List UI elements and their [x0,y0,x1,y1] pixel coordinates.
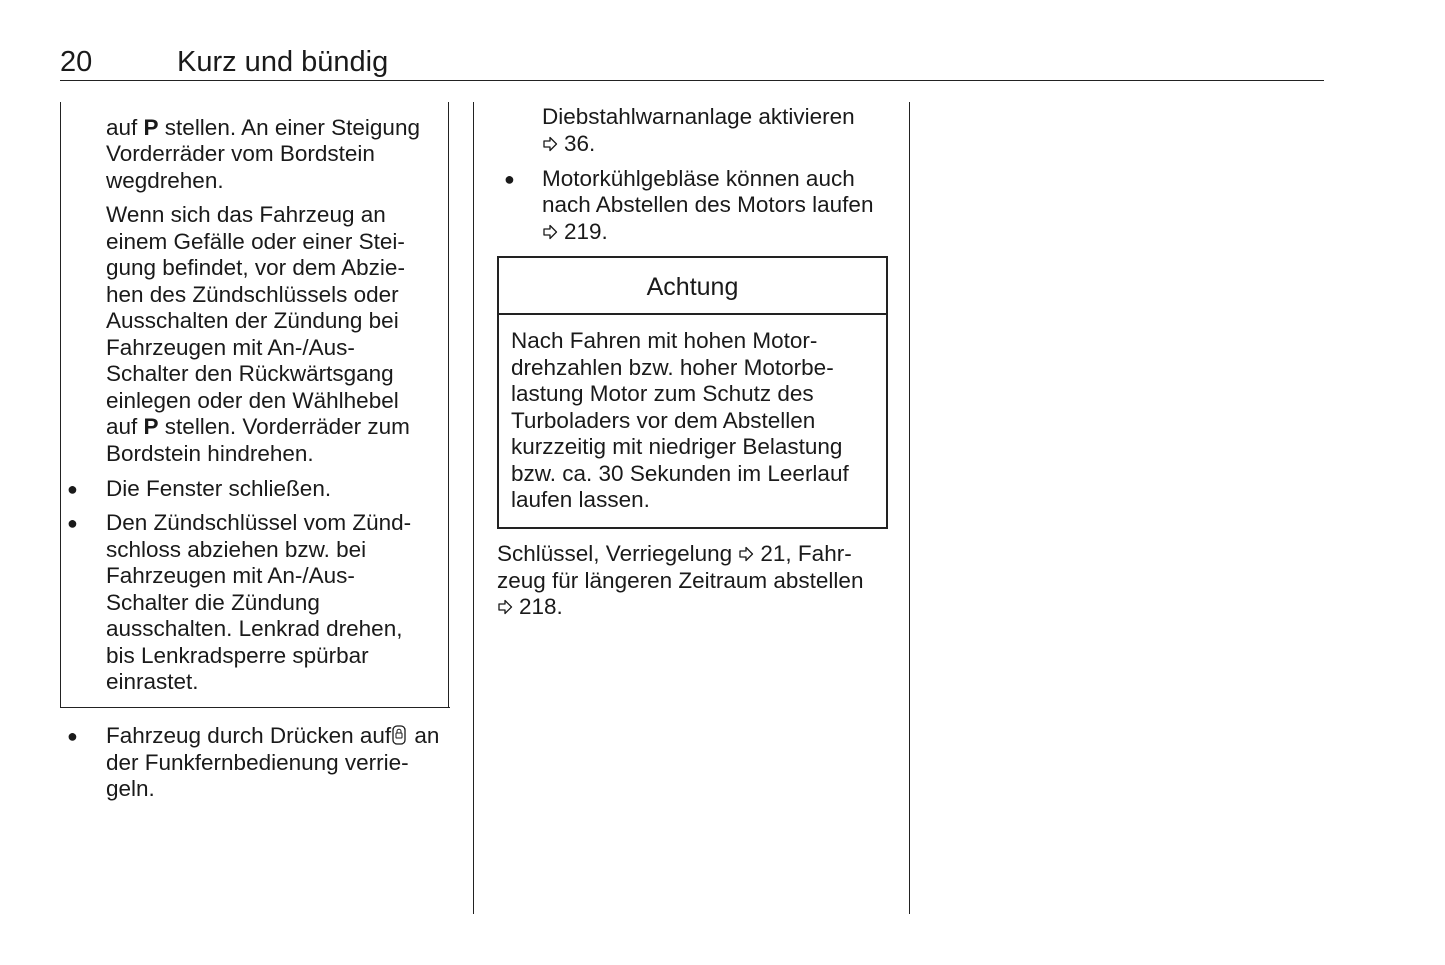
text-line: Diebstahlwarnanlage aktivieren [542,104,855,129]
text-line: Fahrzeugen mit An-/Aus- [106,563,355,588]
list-item: Die Fenster schließen. [106,476,332,501]
note-frame-left [60,102,61,708]
warning-title: Achtung [646,273,739,301]
bullet-icon: ● [67,726,78,746]
text-line: nach Abstellen des Motors laufen [542,192,874,217]
reference-arrow-icon [738,546,754,562]
bullet-icon: ● [67,513,78,533]
warning-text-line: bzw. ca. 30 Sekunden im Leerlauf [511,461,849,486]
column-divider-1 [473,102,474,914]
page-title: Kurz und bündig [177,46,389,78]
text-line: auf P stellen. An einer Steigung [106,115,420,140]
reference-arrow-icon [542,136,558,152]
text-line: Ausschalten der Zündung bei [106,308,399,333]
header-divider [60,80,1324,81]
text-line: schloss abziehen bzw. bei [106,537,367,562]
text-line: hen des Zündschlüssels oder [106,282,399,307]
warning-divider [497,313,888,315]
column-divider-2 [909,102,910,914]
warning-text-line: Turboladers vor dem Abstellen [511,408,816,433]
text-line: einlegen oder den Wählhebel [106,388,399,413]
text-line: gung befindet, vor dem Abzie- [106,255,405,280]
text-line: der Funkfernbedienung verrie- [106,750,409,775]
text-line: auf P stellen. Vorderräder zum [106,414,410,439]
warning-text-line: lastung Motor zum Schutz des [511,381,814,406]
page-reference-link[interactable]: 36. [542,131,595,158]
bullet-icon: ● [504,169,515,189]
text-line: Wenn sich das Fahrzeug an [106,202,386,227]
text-line: Bordstein hindrehen. [106,441,314,466]
text-line: wegdrehen. [106,168,224,193]
page-number: 20 [60,46,93,78]
reference-arrow-icon [542,224,558,240]
text-line: bis Lenkradsperre spürbar [106,643,369,668]
text-line: geln. [106,776,155,801]
list-item: Motorkühlgebläse können auch [542,166,855,191]
page-reference-link[interactable]: 218. [497,594,563,621]
text-line: Vorderräder vom Bordstein [106,141,375,166]
text-line: einem Gefälle oder einer Stei- [106,229,405,254]
page-reference-link[interactable]: 219. [542,219,608,246]
text-line: Schalter den Rückwärtsgang [106,361,394,386]
warning-text-line: laufen lassen. [511,487,650,512]
bullet-icon: ● [67,479,78,499]
note-frame-bottom [60,707,450,708]
reference-arrow-icon [497,599,513,615]
cross-reference[interactable]: Schlüssel, Verriegelung 21, Fahr- [497,541,852,566]
text-line: einrastet. [106,669,199,694]
lock-key-icon [392,725,406,745]
note-frame-right [448,102,449,708]
warning-text-line: drehzahlen bzw. hoher Motorbe- [511,355,834,380]
list-item: Fahrzeug durch Drücken auf an [106,723,440,748]
text-line: Fahrzeugen mit An-/Aus- [106,335,355,360]
text-line: ausschalten. Lenkrad drehen, [106,616,403,641]
text-line: Schalter die Zündung [106,590,320,615]
warning-text-line: kurzzeitig mit niedriger Belastung [511,434,843,459]
list-item: Den Zündschlüssel vom Zünd- [106,510,412,535]
text-line: zeug für längeren Zeitraum abstellen [497,568,864,593]
warning-text-line: Nach Fahren mit hohen Motor- [511,328,818,353]
